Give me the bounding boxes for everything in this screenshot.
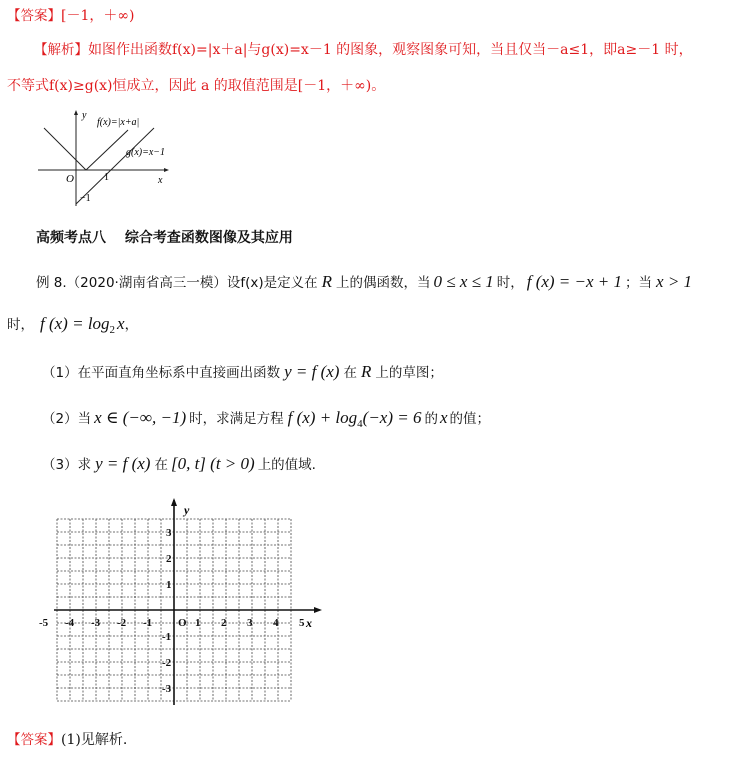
q2-expr-3: (−x) = 6 [362,408,422,427]
q3-expr-1: y = f (x) [95,454,151,473]
x-tick-label: 1 [195,617,201,629]
answer-tag: 【答案】 [7,8,61,24]
analysis-tag: 【解析】 [34,42,88,58]
q2-text-4: 的值； [449,411,491,427]
x-tick-label: -2 [117,617,127,629]
q3-num: （3） [42,457,78,473]
section-title: 高频考点八 综合考查函数图像及其应用 [36,230,293,246]
y-tick-label: -2 [162,657,172,669]
q2-text-3: 的 [424,411,438,427]
question-2 [42,408,490,434]
example-f2-sub: 2 [109,323,116,336]
small-graph-tick-1: 1 [104,172,109,183]
small-graph-origin: O [66,173,74,185]
q3-text-3: 上的值域. [257,457,316,473]
y-tick-label: 1 [166,579,172,591]
y-tick-label: 2 [166,553,172,565]
q1-R: R [360,362,372,381]
analysis-text-1: 如图作出函数f(x)=|x＋a|与g(x)=x－1 的图象，观察图象可知，当且仅当－a≤1，即a≥－1 时， [88,42,693,58]
example-f2-comma: ， [124,317,139,333]
q2-text-2: 时，求满足方程 [189,411,284,427]
y-tick-label: 3 [166,527,172,539]
example-line-1 [36,272,692,293]
y-tick-label: -3 [162,683,172,695]
q3-expr-2: [0, t] (t > 0) [170,454,255,473]
x-tick-label: -3 [91,617,101,629]
question-1 [42,362,443,383]
y-axis-arrow [171,498,177,506]
small-function-graph [36,108,176,208]
q1-text-2: 在 [343,365,357,381]
example-intro: 例 8.（2020·湖南省高三一模）设f(x)是定义在 [36,275,318,291]
answer-2-tag: 【答案】 [7,732,61,748]
question-3 [42,454,316,475]
q2-num: （2） [42,411,78,427]
example-line-2 [7,314,138,340]
g-curve-label: g(x)=x−1 [126,147,166,158]
q1-text-1: 在平面直角坐标系中直接画出函数 [77,365,281,381]
q2-sub: 4 [357,417,363,430]
grid-y-label: y [184,503,190,517]
q2-text-1: 当 [77,411,92,427]
x-tick-label: 3 [247,617,253,629]
small-graph-y-label: y [82,110,87,121]
y-tick-label: -1 [162,631,172,643]
small-graph-tick-neg1: −1 [80,193,91,204]
answer-2-line [7,730,127,750]
example-R: R [321,272,332,291]
q1-expr: y = f (x) [284,362,340,381]
x-tick-label: -4 [65,617,75,629]
answer-2-text: (1)见解析. [61,732,128,748]
answer-value: [－1，＋∞) [61,8,135,24]
x-tick-label: -5 [39,617,49,629]
q2-expr-1: x ∈ (−∞, −1) [94,408,187,427]
example-mid3: ；当 [625,275,653,291]
small-graph-x-label: x [158,175,163,186]
x-tick-label: -1 [143,617,153,629]
example-mid2: 时， [496,275,524,291]
x-tick-label: 2 [221,617,227,629]
analysis-line-1 [34,40,693,60]
example-f2: f (x) = log [40,314,110,333]
q3-text-2: 在 [154,457,168,473]
x-tick-label: 4 [273,617,279,629]
x-tick-label: 5 [299,617,305,629]
example-line2-start: 时， [7,317,34,333]
q2-expr-2: f (x) + log [287,408,358,427]
example-f1: f (x) = −x + 1 [526,272,623,291]
coordinate-grid [39,496,334,721]
example-f2-end: x [117,314,125,333]
f-curve-label: f(x)=|x+a| [97,117,140,128]
example-mid1: 上的偶函数，当 [336,275,431,291]
example-cond1: 0 ≤ x ≤ 1 [433,272,494,291]
q2-x: x [439,408,448,427]
analysis-line-2: 不等式f(x)≥g(x)恒成立，因此 a 的取值范围是[－1，＋∞)。 [7,78,386,94]
answer-line [7,6,135,26]
q3-text-1: 求 [77,457,92,473]
grid-x-label: x [306,616,312,630]
q1-num: （1） [42,365,78,381]
example-cond2: x > 1 [656,272,693,291]
x-tick-label: O [178,617,187,629]
x-axis-arrow [314,607,322,613]
q1-text-3: 上的草图； [375,365,443,381]
